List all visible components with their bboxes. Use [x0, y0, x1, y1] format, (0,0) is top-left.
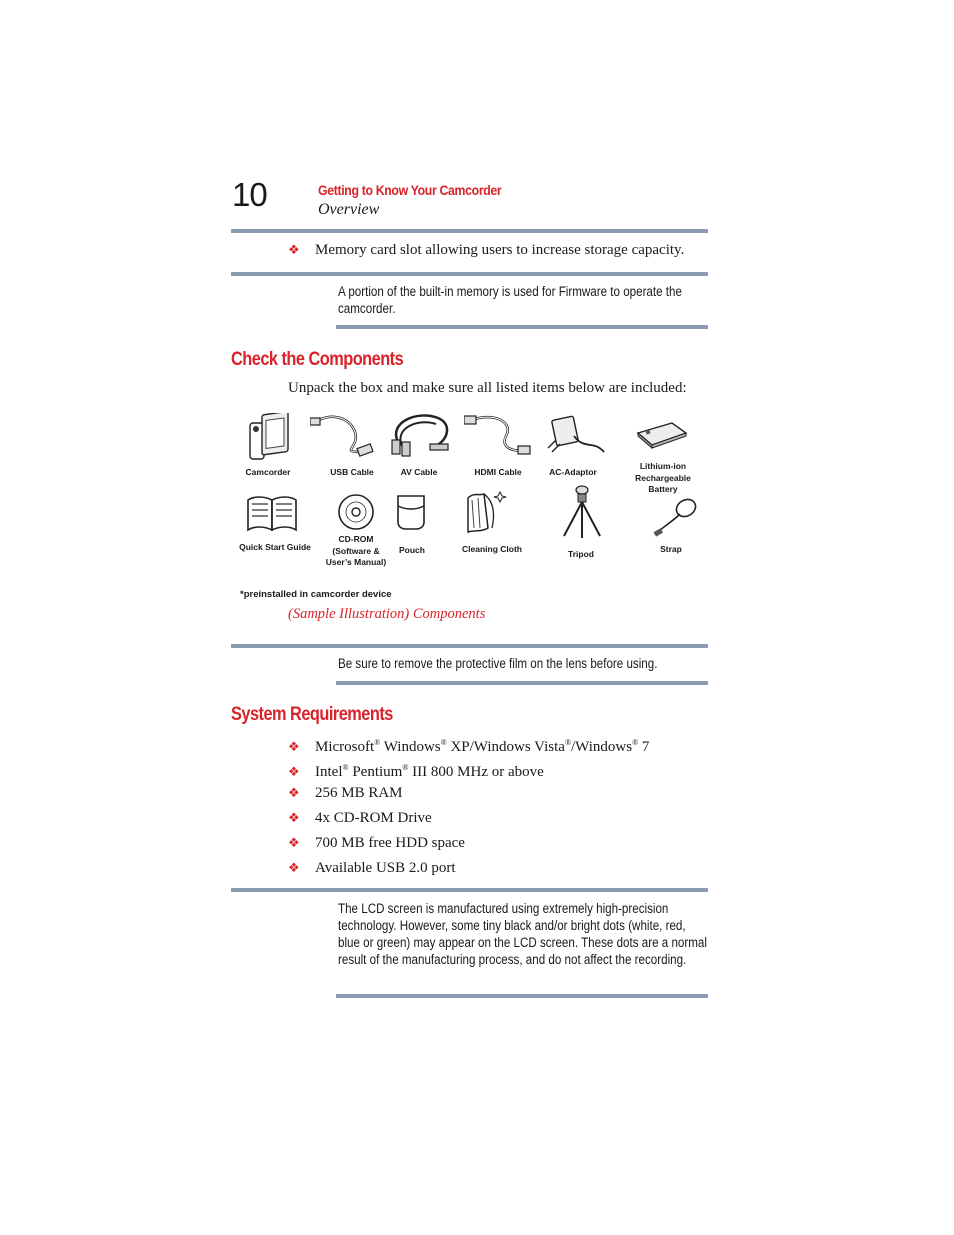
tripod-icon: [560, 484, 604, 540]
bullet-text: Memory card slot allowing users to increase storage capacity.: [315, 242, 685, 258]
bullet-icon: ❖: [288, 764, 300, 779]
section-title: Overview: [318, 201, 380, 218]
heading-system-requirements: System Requirements: [231, 704, 393, 725]
heading-check-components: Check the Components: [231, 349, 404, 370]
caption-cd-rom: [320, 534, 392, 569]
req-cpu-text: Intel: [315, 764, 343, 780]
note2-top-rule: [231, 644, 708, 648]
bullet-icon: ❖: [288, 860, 300, 875]
caption-pouch: Pouch: [399, 545, 425, 555]
caption-camcorder: Camcorder: [245, 467, 291, 477]
reg-mark: ®: [564, 738, 572, 747]
bullet-icon: ❖: [288, 739, 300, 754]
caption-ac-adaptor: AC-Adaptor: [549, 467, 597, 477]
battery-icon: [634, 419, 688, 449]
req-cpu: [288, 759, 544, 781]
req-os-text: 7: [638, 739, 650, 755]
req-hdd: [288, 834, 465, 852]
req-ram-text: 256 MB RAM: [315, 785, 403, 801]
page-number: 10: [232, 176, 267, 213]
caption-cd-rom-line3: User’s Manual): [325, 557, 387, 567]
quick-start-guide-icon: [246, 494, 298, 534]
components-intro: Unpack the box and make sure all listed items below are included:: [288, 380, 687, 396]
req-usb: [288, 859, 456, 877]
req-os-text: Microsoft: [315, 739, 375, 755]
req-os-text: XP/Windows Vista: [446, 739, 565, 755]
caption-battery-line2: Rechargeable: [635, 472, 691, 483]
caption-av-cable: AV Cable: [400, 467, 438, 477]
usb-cable-icon: [310, 412, 380, 460]
caption-quick-start-guide: Quick Start Guide: [239, 542, 311, 552]
note1-bottom-rule: [336, 325, 708, 329]
req-usb-text: Available USB 2.0 port: [315, 860, 456, 876]
note3-bottom-rule: [336, 994, 708, 998]
note2-bottom-rule: [336, 681, 708, 685]
caption-battery: [627, 461, 699, 496]
reg-mark: ®: [402, 763, 409, 772]
caption-battery-line1: Lithium-ion: [639, 461, 687, 471]
camcorder-icon: [248, 413, 292, 463]
av-cable-icon: [388, 412, 458, 460]
caption-cleaning-cloth: Cleaning Cloth: [462, 544, 522, 554]
bullet-memory-card: [288, 241, 684, 259]
ac-adaptor-icon: [544, 410, 606, 460]
req-os: [288, 734, 649, 756]
bullet-icon: ❖: [288, 835, 300, 850]
reg-mark: ®: [342, 763, 349, 772]
req-hdd-text: 700 MB free HDD space: [315, 835, 465, 851]
chapter-title: Getting to Know Your Camcorder: [318, 182, 502, 198]
hdmi-cable-icon: [464, 412, 534, 460]
req-cpu-text: III 800 MHz or above: [408, 764, 544, 780]
header-rule: [231, 229, 708, 233]
note1-top-rule: [231, 272, 708, 276]
note-protective-film: Be sure to remove the protective film on the lens before using.: [338, 656, 658, 671]
req-cdrom-text: 4x CD-ROM Drive: [315, 810, 432, 826]
caption-usb-cable: USB Cable: [330, 467, 374, 477]
bullet-icon: ❖: [288, 785, 300, 800]
cleaning-cloth-icon: [462, 488, 510, 536]
note-lcd-screen: The LCD screen is manufactured using extremely high-precision technology. However, some tiny black and/or bright dots (white, red, blue or green) may appear on the LCD screen. These dots are a normal result of the manufacturing process, and do not affect the recording.: [338, 901, 707, 967]
bullet-icon: ❖: [288, 810, 300, 825]
footnote-preinstalled: *preinstalled in camcorder device: [240, 589, 392, 600]
strap-icon: [652, 494, 700, 538]
req-os-text: Windows: [380, 739, 441, 755]
note-firmware: A portion of the built-in memory is used for Firmware to operate the camcorder.: [338, 284, 682, 316]
caption-strap: Strap: [660, 544, 682, 554]
req-ram: [288, 784, 403, 802]
bullet-icon: ❖: [288, 242, 300, 257]
note3-top-rule: [231, 888, 708, 892]
caption-cd-rom-line2: (Software &: [332, 545, 380, 556]
cd-rom-icon: [337, 493, 375, 531]
reg-mark: ®: [440, 738, 447, 747]
caption-cd-rom-line1: CD-ROM: [338, 534, 374, 544]
req-os-text: /Windows: [571, 739, 633, 755]
pouch-icon: [396, 494, 426, 530]
req-cpu-text: Pentium: [348, 764, 403, 780]
caption-tripod: Tripod: [568, 549, 594, 559]
req-cdrom: [288, 809, 432, 827]
caption-battery-line3: Battery: [648, 484, 678, 494]
reg-mark: ®: [632, 738, 639, 747]
reg-mark: ®: [374, 738, 381, 747]
figure-caption: (Sample Illustration) Components: [288, 606, 486, 622]
caption-hdmi-cable: HDMI Cable: [474, 467, 522, 477]
